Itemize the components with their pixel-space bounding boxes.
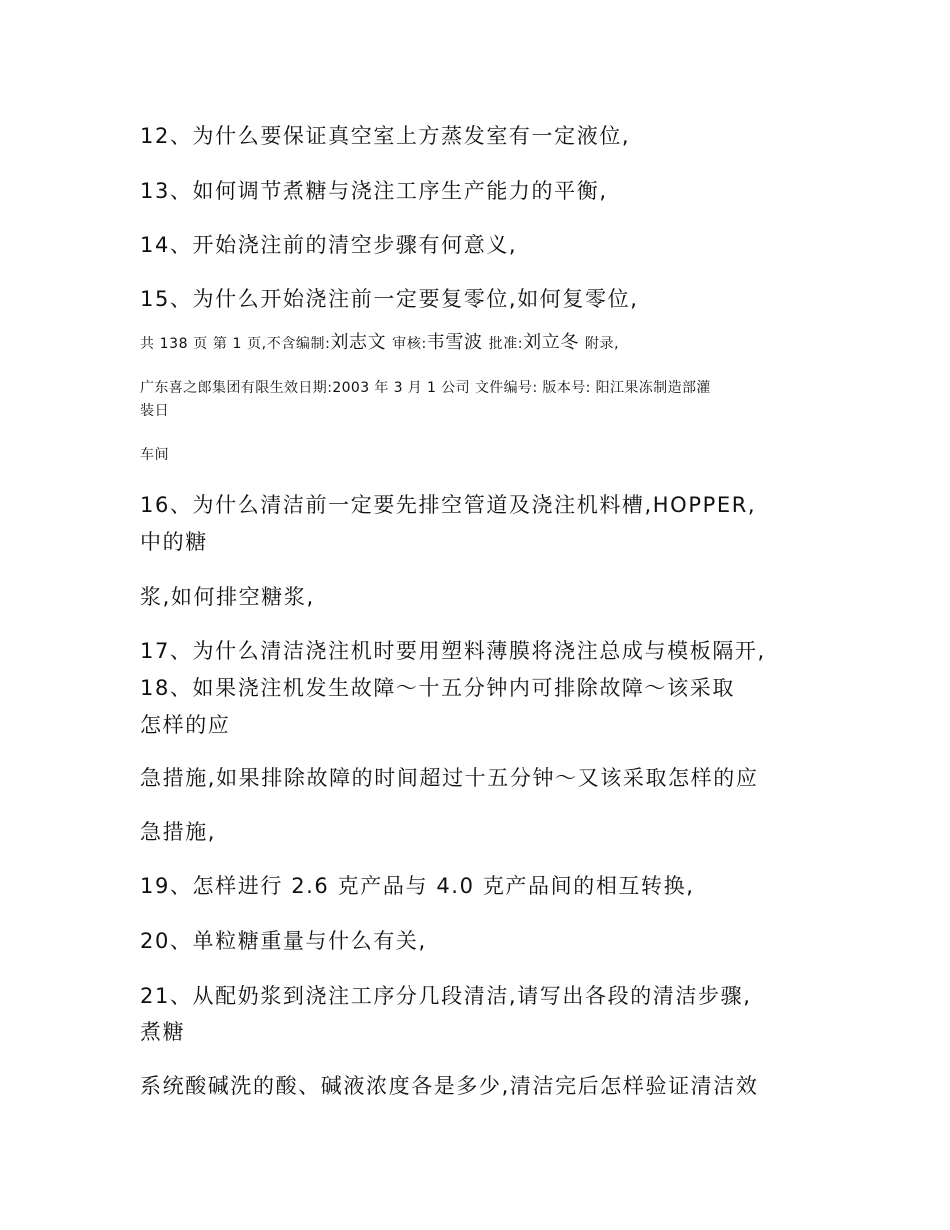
question-16-part-1: 16、为什么清洁前一定要先排空管道及浇注机料槽,HOPPER, <box>140 493 757 517</box>
footer-approver: 刘立冬 <box>523 332 579 353</box>
question-18-part-3: 急措施,如果排除故障的时间超过十五分钟～又该采取怎样的应 <box>140 766 759 790</box>
footer-signature-line <box>140 333 619 354</box>
footer-author: 刘志文 <box>330 332 387 353</box>
question-16-part-3: 浆,如何排空糖浆, <box>140 585 315 609</box>
question-12: 12、为什么要保证真空室上方蒸发室有一定液位, <box>140 124 631 148</box>
question-16-part-2: 中的糖 <box>140 530 208 554</box>
question-20: 20、单粒糖重量与什么有关, <box>140 929 427 953</box>
footer-workshop: 车间 <box>140 447 170 463</box>
footer-appendix: 附录, <box>584 336 620 352</box>
question-19: 19、怎样进行 2.6 克产品与 4.0 克产品间的相互转换, <box>140 874 695 898</box>
question-18-part-2: 怎样的应 <box>140 713 231 737</box>
footer-company-line: 广东喜之郎集团有限生效日期:2003 年 3 月 1 公司 文件编号: 版本号: 阳江果冻制造部灌 <box>140 380 711 396</box>
question-21-part-2: 煮糖 <box>140 1020 186 1044</box>
question-21-part-1: 21、从配奶浆到浇注工序分几段清洁,请写出各段的清洁步骤, <box>140 984 752 1008</box>
footer-reviewer: 韦雪波 <box>426 332 483 353</box>
question-18-part-1: 18、如果浇注机发生故障～十五分钟内可排除故障～该采取 <box>140 676 735 700</box>
question-18-part-4: 急措施, <box>140 820 217 844</box>
footer-company-line-2: 装日 <box>140 403 170 419</box>
question-14: 14、开始浇注前的清空步骤有何意义, <box>140 233 518 257</box>
footer-review-label: 审核: <box>392 336 427 352</box>
footer-approve-label: 批准: <box>488 336 524 352</box>
question-13: 13、如何调节煮糖与浇注工序生产能力的平衡, <box>140 179 608 203</box>
footer-page-count: 共 138 页 第 1 页,不含编制: <box>140 336 331 352</box>
question-15: 15、为什么开始浇注前一定要复零位,如何复零位, <box>140 287 639 311</box>
question-17: 17、为什么清洁浇注机时要用塑料薄膜将浇注总成与模板隔开, <box>140 639 766 663</box>
question-21-part-3: 系统酸碱洗的酸、碱液浓度各是多少,清洁完后怎样验证清洁效 <box>140 1074 759 1098</box>
